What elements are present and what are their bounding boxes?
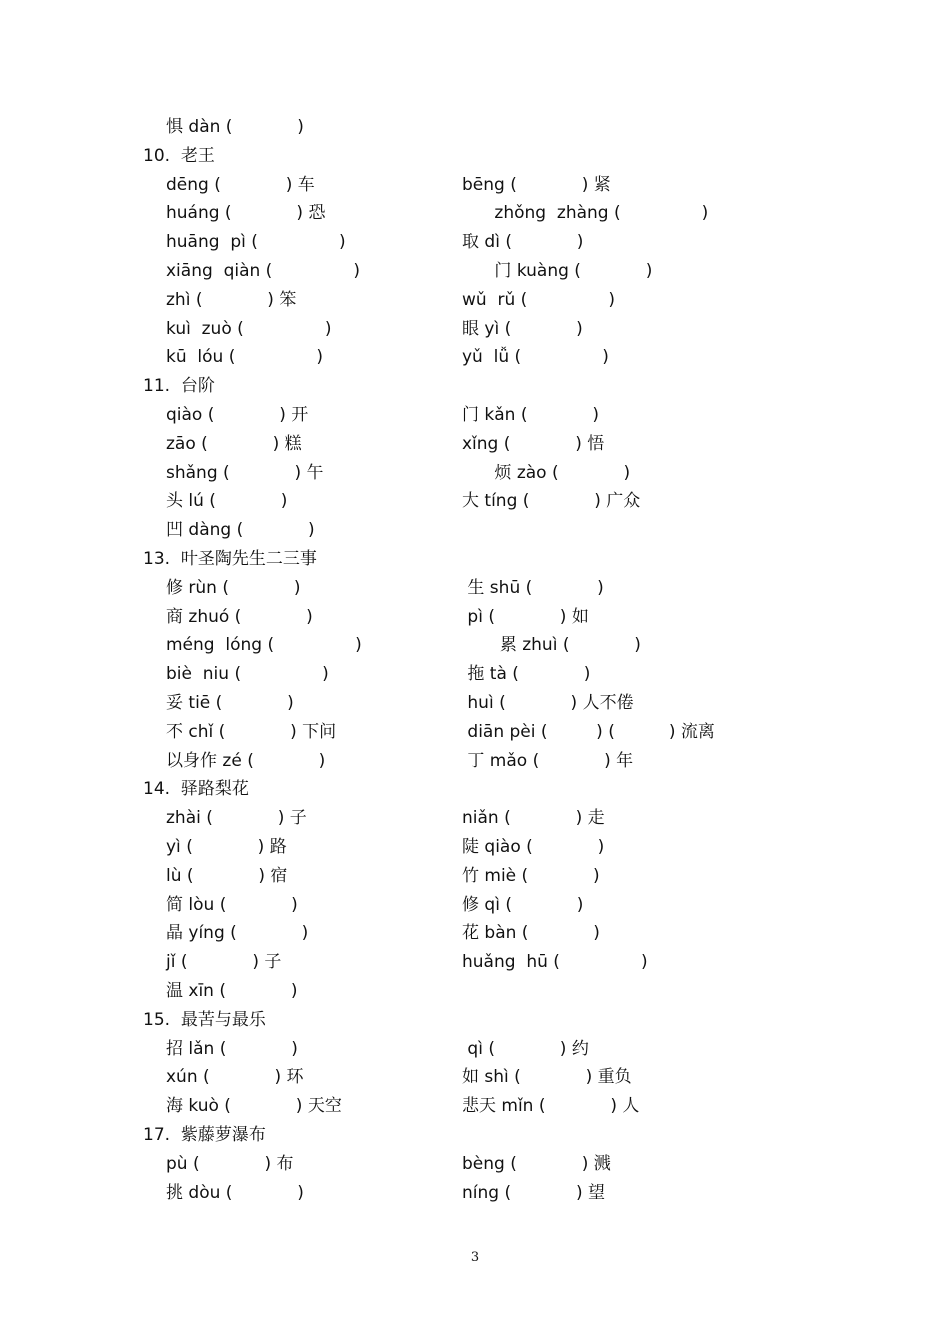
exercise-left: jǐ ( ) 子 [166,952,282,973]
exercise-right: 生 shū ( ) [462,577,604,598]
exercise-right: bèng ( ) 溅 [462,1153,611,1174]
exercise-left: yì ( ) 路 [166,837,287,857]
exercise-right: 累 zhuì ( ) [462,635,641,656]
exercise-right: bēng ( ) 紧 [462,174,611,195]
exercise-right: 门 kuàng ( ) [462,261,653,281]
exercise-left: xún ( ) 环 [166,1067,304,1088]
exercise-left: 以身作 zé ( ) [166,750,326,771]
exercise-right: 竹 miè ( ) [462,865,600,886]
exercise-right: 门 kǎn ( ) [462,405,599,425]
exercise-right: niǎn ( ) 走 [462,808,605,829]
exercise-line: 惧 dàn ( ) [166,117,304,137]
exercise-left: huáng ( ) 恐 [166,203,326,224]
exercise-left: kū lóu ( ) [166,347,324,368]
exercise-left: lù ( ) 宿 [166,865,288,886]
exercise-left: zhì ( ) 笨 [166,289,297,310]
exercise-right: 烦 zào ( ) [462,462,631,483]
exercise-right: qì ( ) 约 [462,1038,589,1059]
exercise-left: huāng pì ( ) [166,232,346,253]
exercise-left: 不 chǐ ( ) 下问 [166,721,337,742]
exercise-left: biè niu ( ) [166,664,329,685]
exercise-right: níng ( ) 望 [462,1182,605,1203]
exercise-right: pì ( ) 如 [462,606,589,627]
exercise-left: 头 lú ( ) [166,491,288,512]
section-heading: 15. 最苦与最乐 [143,1009,266,1030]
exercise-left: 挑 dòu ( ) [166,1182,304,1203]
exercise-right: 眼 yì ( ) [462,318,583,339]
exercise-left: dēng ( ) 车 [166,174,315,195]
exercise-left: 海 kuò ( ) 天空 [166,1096,342,1117]
exercise-left: zāo ( ) 糕 [166,433,302,454]
page-number: 3 [470,1250,480,1265]
exercise-right: 陡 qiào ( ) [462,837,605,857]
exercise-left: pù ( ) 布 [166,1153,294,1174]
exercise-left: 晶 yíng ( ) [166,923,309,944]
exercise-right: huì ( ) 人不倦 [462,693,634,713]
exercise-right: diān pèi ( ) ( ) 流离 [462,721,715,742]
exercise-left: 简 lòu ( ) [166,894,298,915]
exercise-right: xǐng ( ) 悟 [462,433,605,454]
exercise-left: zhài ( ) 子 [166,808,307,829]
section-heading: 10. 老王 [143,145,215,166]
exercise-left: qiào ( ) 开 [166,405,309,425]
exercise-right: yǔ lǚ ( ) [462,347,609,368]
exercise-right: 拖 tà ( ) [462,664,591,685]
exercise-left: xiāng qiàn ( ) [166,261,361,281]
exercise-left: 凹 dàng ( ) [166,520,315,541]
exercise-left: 招 lǎn ( ) [166,1038,298,1059]
section-heading: 11. 台阶 [143,376,215,397]
exercise-left: 修 rùn ( ) [166,577,301,598]
exercise-right: 大 tíng ( ) 广众 [462,491,641,512]
exercise-right: 取 dì ( ) [462,232,584,253]
exercise-right: 如 shì ( ) 重负 [462,1067,632,1088]
exercise-left: shǎng ( ) 午 [166,462,324,483]
exercise-left: kuì zuò ( ) [166,318,332,339]
exercise-left: 商 zhuó ( ) [166,606,313,627]
exercise-right: wǔ rǔ ( ) [462,289,615,310]
exercise-right: 修 qì ( ) [462,894,584,915]
exercise-right: huǎng hū ( ) [462,952,648,973]
section-heading: 17. 紫藤萝瀑布 [143,1125,266,1145]
exercise-right: 悲天 mǐn ( ) 人 [462,1096,640,1117]
exercise-left: méng lóng ( ) [166,635,362,656]
section-heading: 14. 驿路梨花 [143,779,249,800]
exercise-left: 温 xīn ( ) [166,981,298,1001]
exercise-right: zhǒng zhàng ( ) [462,203,709,224]
exercise-right: 丁 mǎo ( ) 年 [462,750,634,771]
section-heading: 13. 叶圣陶先生二三事 [143,549,317,569]
exercise-left: 妥 tiē ( ) [166,693,294,713]
exercise-right: 花 bàn ( ) [462,923,600,944]
